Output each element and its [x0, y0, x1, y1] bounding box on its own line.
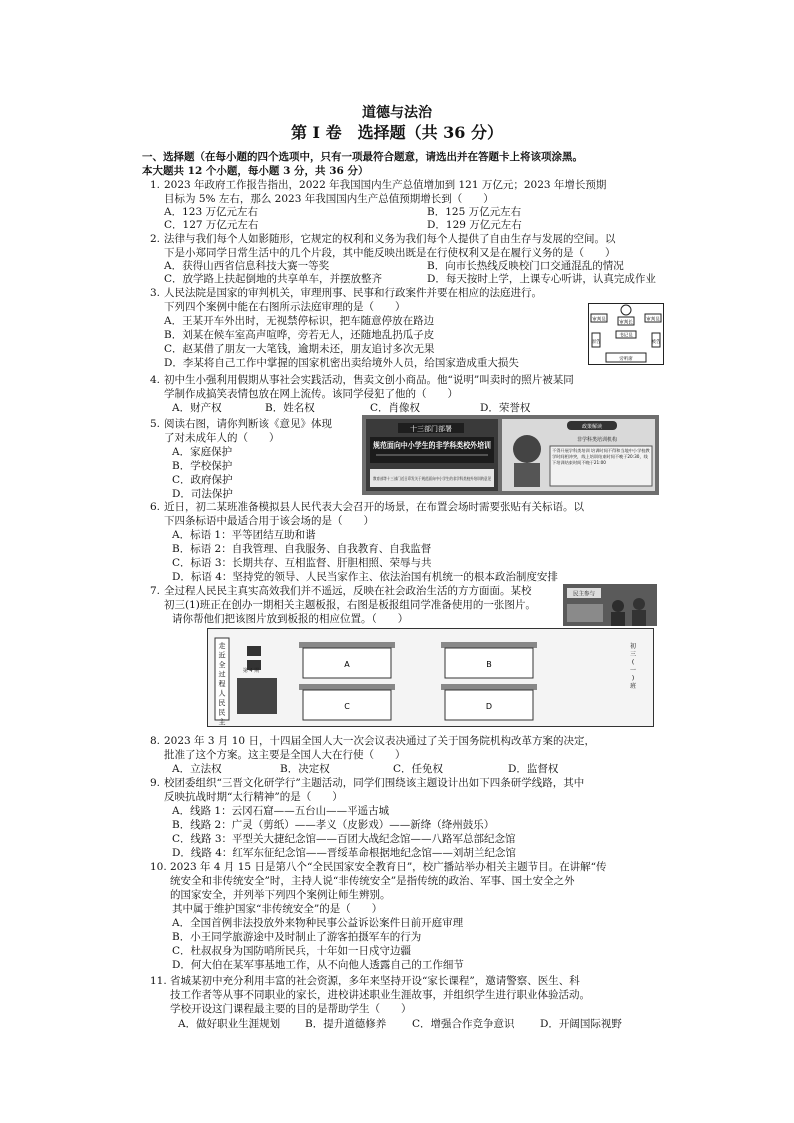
option-b[interactable]: B．标语 2：自我管理、自我服务、自我教育、自我监督 — [172, 543, 432, 555]
question-number: 4. — [150, 374, 161, 386]
question-text: 了对未成年人的（ ） — [164, 432, 280, 444]
label-judge-right: 审判员 — [646, 317, 660, 323]
question-text: 反映抗战时期“太行精神”的是（ ） — [164, 791, 343, 803]
instructions-line-2: 本大题共 12 个小题，每小题 3 分，共 36 分） — [142, 165, 369, 177]
instructions-line-1: 一、选择题（在每小题的四个选项中，只有一项最符合题意，请选出并在答题卡上将该项涂黑。 — [142, 151, 583, 163]
question-text: 学制作成搞笑表情包放在网上流传。该同学侵犯了他的（ ） — [164, 388, 458, 400]
option-a[interactable]: A．线路 1：云冈石窟——五台山——平遥古城 — [172, 805, 390, 817]
label-presiding-judge: 审判长 — [619, 320, 633, 326]
question-text: 请你帮他们把该图片放到板报的相应位置。（ ） — [172, 613, 409, 625]
option-b[interactable]: B．提升道德修养 — [305, 1018, 387, 1030]
question-text: 全过程人民民主真实高效我们并不遥远，反映在社会政治生活的方方面面。某校 — [164, 585, 532, 597]
democracy-photo — [563, 584, 657, 626]
option-c[interactable]: C．标语 3：长期共存、互相监督、肝胆相照、荣辱与共 — [172, 557, 432, 569]
option-a[interactable]: A．立法权 — [172, 763, 222, 775]
news-subtitle: 非学科类培训机构 — [576, 437, 618, 443]
board-photo-placeholder — [237, 678, 277, 714]
option-a[interactable]: A．做好职业生涯规划 — [178, 1018, 281, 1030]
question-number: 2. — [150, 233, 161, 245]
photo-caption: 民主参与 — [572, 591, 596, 598]
question-number: 9. — [150, 777, 161, 789]
question-number: 1. — [150, 179, 161, 191]
option-a[interactable]: A．财产权 — [172, 402, 222, 414]
board-box-d[interactable] — [441, 684, 537, 720]
board-box-a[interactable] — [299, 642, 395, 678]
option-d[interactable]: D．标语 4：坚持党的领导、人民当家作主、依法治国有机统一的根本政治制度安排 — [172, 571, 558, 583]
question-number: 10. — [150, 861, 167, 873]
option-d[interactable]: D．监督权 — [508, 763, 559, 775]
svg-text:B: B — [486, 660, 492, 669]
question-text: 的国家安全，并列举下列四个案例让师生辨别。 — [170, 889, 391, 901]
courtroom-diagram — [588, 303, 664, 365]
option-d[interactable]: D．开阔国际视野 — [540, 1018, 622, 1030]
option-c[interactable]: C．放学路上扶起倒地的共享单车，并摆放整齐 — [164, 273, 383, 285]
emblem-icon — [621, 305, 631, 315]
question-text: 学校开设这门课程最主要的目的是帮助学生（ ） — [170, 1003, 412, 1015]
option-b[interactable]: B．线路 2：广灵（剪纸）——孝义（皮影戏）——新绛（绛州鼓乐） — [172, 819, 495, 831]
question-number: 3. — [150, 287, 161, 299]
question-text: 初中生小强利用假期从事社会实践活动，售卖文创小商品。他“说明”叫卖时的照片被某同 — [164, 374, 574, 386]
option-c[interactable]: C．杜叔叔身为国防哨所民兵，十年如一日戍守边疆 — [172, 945, 412, 957]
question-text: 2023 年 3 月 10 日，十四届全国人大一次会议表决通过了关于国务院机构改革方案的决定， — [164, 735, 595, 747]
option-b[interactable]: B．决定权 — [280, 763, 330, 775]
option-a[interactable]: A．王某开车外出时，无视禁停标识，把车随意停放在路边 — [164, 315, 435, 327]
label-judge-left: 审判员 — [592, 317, 606, 323]
board-box-c[interactable] — [299, 684, 395, 720]
question-number: 6. — [150, 501, 161, 513]
policy-news-image — [362, 415, 659, 495]
section-title: 第 I 卷 选择题（共 36 分） — [290, 123, 504, 142]
question-text: 阅读右图，请你判断该《意见》体现 — [164, 418, 332, 430]
label-defendant: 被告 — [651, 340, 661, 345]
option-c[interactable]: C．任免权 — [393, 763, 444, 775]
question-number: 11. — [150, 975, 167, 987]
option-d[interactable]: D．李某将自己工作中掌握的国家机密出卖给境外人员，给国家造成重大损失 — [164, 357, 519, 369]
board-side-title: 走近全过程人民民主 — [218, 642, 226, 726]
option-b[interactable]: B．姓名权 — [265, 402, 315, 414]
question-number: 8. — [150, 735, 161, 747]
label-clerk: 书记员 — [619, 333, 633, 339]
question-text: 校团委组织“三晋文化研学行”主题活动，同学们围绕该主题设计出如下四条研学线路，其中 — [164, 777, 585, 789]
board-box-b[interactable] — [441, 642, 537, 678]
question-text: 2023 年政府工作报告指出，2022 年我国国内生产总值增加到 121 万亿元；2023 年增长预期 — [164, 179, 607, 191]
svg-text:A: A — [344, 660, 350, 669]
blackboard-layout — [207, 628, 654, 727]
option-a[interactable]: A．123 万亿元左右 — [164, 206, 258, 218]
option-d[interactable]: D．每天按时上学，上课专心听讲，认真完成作业 — [427, 273, 656, 285]
news-banner: 十三部门部署 — [410, 425, 452, 433]
question-text: 技工作者等从事不同职业的家长，进校讲述职业生涯故事，并组织学生进行职业体验活动。 — [170, 989, 590, 1001]
option-c[interactable]: C．127 万亿元左右 — [164, 219, 259, 231]
question-text: 批准了这个方案。这主要是全国人大在行使（ ） — [164, 749, 406, 761]
option-c[interactable]: C．线路 3：平型关大捷纪念馆——百团大战纪念馆——八路军总部纪念馆 — [172, 833, 516, 845]
option-d[interactable]: D．129 万亿元左右 — [427, 219, 522, 231]
question-text: 下列四个案例中能在右图所示法庭审理的是（ ） — [164, 301, 406, 313]
board-class-label: 初三(一)班 — [629, 643, 637, 690]
label-gallery: 旁听席 — [619, 357, 633, 362]
option-c[interactable]: C．肖像权 — [370, 402, 421, 414]
question-text: 统安全和非传统安全”时，主持人说“非传统安全”是指传统的政治、军事、国土安全之外 — [170, 875, 575, 887]
option-c[interactable]: C．赵某借了朋友一大笔钱，逾期未还，朋友追讨多次无果 — [164, 343, 435, 355]
question-text: 初三(1)班正在创办一期相关主题板报，右图是板报组同学准备使用的一张图片。 — [164, 599, 536, 611]
news-tag: 政策解读 — [581, 424, 603, 430]
board-issue-label: 第 4 期 — [242, 668, 260, 674]
question-number: 5. — [150, 418, 161, 430]
svg-text:D: D — [485, 702, 493, 711]
option-d[interactable]: D．荣誉权 — [480, 402, 531, 414]
option-b[interactable]: B．小王同学旅游途中及时制止了游客拍摄军车的行为 — [172, 931, 422, 943]
question-text: 2023 年 4 月 15 日是第八个“全民国家安全教育日”，校广播站举办相关主题节目。在讲解“传 — [170, 861, 607, 873]
option-c[interactable]: C．增强合作竞争意识 — [412, 1018, 515, 1030]
question-text: 其中属于维护国家“非传统安全”的是（ ） — [172, 903, 383, 915]
question-text: 目标为 5% 左右，那么 2023 年我国国内生产总值预期增长到（ ） — [164, 193, 494, 205]
label-plaintiff: 原告 — [591, 340, 601, 345]
option-a[interactable]: A．获得山西省信息科技大赛一等奖 — [164, 260, 330, 272]
option-a[interactable]: A．标语 1：平等团结互助和谐 — [172, 529, 316, 541]
option-a[interactable]: A．家庭保护 — [172, 446, 233, 458]
person-illustration-icon — [513, 435, 541, 463]
news-notes: 不得开展学科类培训 培训时间不得和当地中小学校教学时间相冲突，线上培训结束时间不晚于20:30，线下培训结束时间不晚于21:00 — [552, 448, 650, 465]
option-b[interactable]: B．125 万亿元左右 — [427, 206, 522, 218]
option-c[interactable]: C．政府保护 — [172, 474, 233, 486]
option-d[interactable]: D．线路 4：红军东征纪念馆——晋绥革命根据地纪念馆——刘胡兰纪念馆 — [172, 847, 516, 859]
question-text: 法律与我们每个人如影随形，它规定的权利和义务为我们每个人提供了自由生存与发展的空间。以 — [164, 233, 616, 245]
question-text: 下四条标语中最适合用于该会场的是（ ） — [164, 515, 374, 527]
news-body: 教育部等十三部门近日印发关于规范面向中小学生的非学科类校外培训的意见 — [373, 476, 509, 481]
question-number: 7. — [150, 585, 161, 597]
question-text: 人民法院是国家的审判机关，审理刑事、民事和行政案件并要在相应的法庭进行。 — [164, 287, 542, 299]
option-a[interactable]: A．全国首例非法投放外来物种民事公益诉讼案件日前开庭审理 — [172, 917, 464, 929]
option-d[interactable]: D．司法保护 — [172, 488, 233, 500]
option-b[interactable]: B．向市长热线反映校门口交通混乱的情况 — [427, 260, 624, 272]
news-headline: 规范面向中小学生的非学科类校外培训 — [373, 441, 509, 450]
question-text: 近日，初二某班准备模拟县人民代表大会召开的场景，在布置会场时需要张贴有关标语。以 — [164, 501, 584, 513]
option-d[interactable]: D．何大伯在某军事基地工作，从不向他人透露自己的工作细节 — [172, 959, 464, 971]
option-b[interactable]: B．刘某在候车室高声喧哗，旁若无人，还随地乱扔瓜子皮 — [164, 329, 435, 341]
svg-text:C: C — [344, 702, 350, 711]
option-b[interactable]: B．学校保护 — [172, 460, 233, 472]
question-text: 省城某初中充分利用丰富的社会资源，多年来坚持开设“家长课程”，邀请警察、医生、科 — [170, 975, 580, 987]
question-text: 下是小郑同学日常生活中的几个片段，其中能反映出既是在行使权利又是在履行义务的是（ ） — [164, 247, 616, 259]
subject-title: 道德与法治 — [362, 105, 432, 121]
